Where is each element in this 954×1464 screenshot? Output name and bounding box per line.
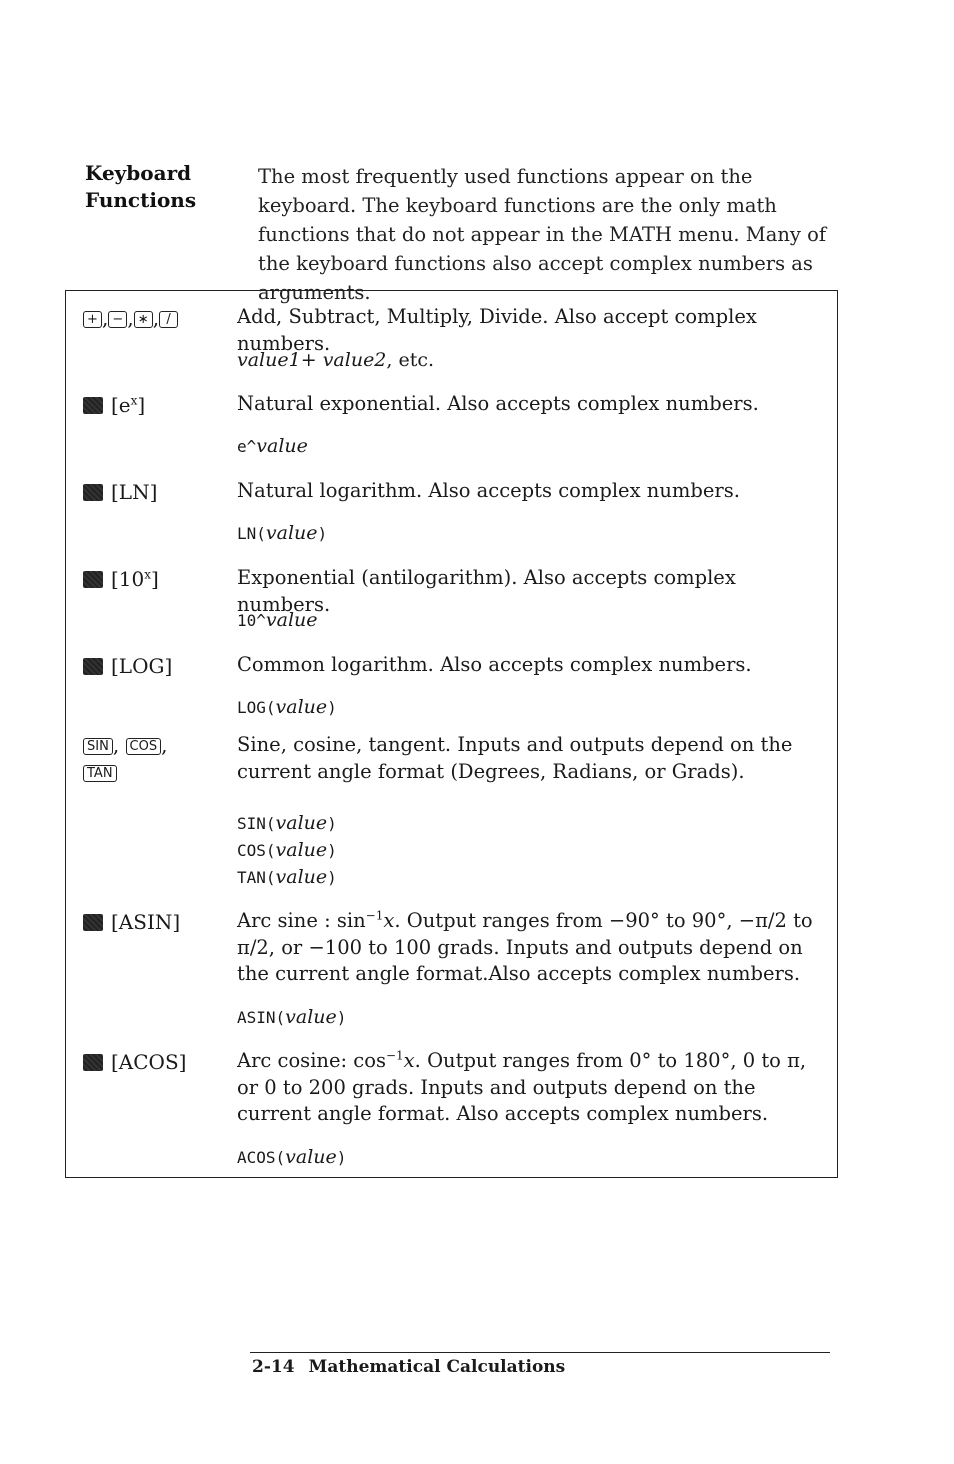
- trig-keys-line-2: [83, 759, 167, 786]
- syntax-arg: value: [275, 812, 328, 834]
- multiply-key: ∗: [134, 311, 153, 328]
- page-footer: [252, 1356, 565, 1378]
- syntax-arg: value: [285, 1006, 337, 1028]
- shift-key-icon: [83, 1054, 103, 1071]
- trig-syntax: [237, 810, 832, 891]
- ln-key: [83, 478, 157, 506]
- desc-text: . Output ranges from 0° to 180°, 0 to π, or 0 to 200 grads. Inputs and outputs depend on the current angle format. Also accepts complex numbers.: [237, 1049, 807, 1125]
- sin-key: SIN: [83, 738, 113, 755]
- key-text: [e: [111, 393, 131, 417]
- exp-desc: Natural exponential. Also accepts complex numbers.: [237, 392, 759, 415]
- syntax-line: [237, 864, 832, 891]
- divide-key: /: [159, 311, 178, 328]
- desc-var: x: [403, 1049, 415, 1072]
- asin-syntax: [237, 1004, 832, 1031]
- syntax-fn: LOG(: [237, 698, 276, 717]
- asin-desc: [237, 908, 832, 988]
- syntax-fn: SIN(: [237, 814, 276, 833]
- ln-syntax: [237, 520, 832, 547]
- syntax-tail: , etc.: [386, 349, 435, 371]
- exp-key: [83, 391, 145, 419]
- arith-desc: Add, Subtract, Multiply, Divide. Also accept complex numbers.: [237, 305, 757, 355]
- alog-key: [83, 565, 159, 593]
- key-text: ]: [137, 393, 146, 417]
- cos-key: COS: [126, 738, 162, 755]
- syntax-fn: COS(: [237, 841, 276, 860]
- trig-keys: [83, 732, 167, 786]
- syntax-arg: value: [285, 1146, 337, 1168]
- key-text: [LOG]: [111, 654, 173, 678]
- heading-line-2: Functions: [85, 188, 197, 212]
- sep: ,: [152, 306, 160, 330]
- arith-keys: [83, 304, 178, 332]
- intro-paragraph: The most frequently used functions appear on the keyboard. The keyboard functions are the only math functions that do not appear in the MATH menu. Many of the keyboard functions also accept complex numbers as arguments.: [258, 165, 827, 304]
- log-desc: Common logarithm. Also accepts complex numbers.: [237, 653, 752, 676]
- acos-syntax: [237, 1144, 832, 1171]
- syntax-op: +: [300, 349, 317, 371]
- ln-desc: Natural logarithm. Also accepts complex numbers.: [237, 479, 740, 502]
- shift-key-icon: [83, 914, 103, 931]
- desc-var: x: [383, 909, 395, 932]
- syntax-arg: value: [275, 866, 328, 888]
- minus-key: −: [108, 311, 127, 328]
- plus-key: +: [83, 311, 102, 328]
- syntax-fn: ACOS(: [237, 1148, 286, 1167]
- syntax-arg: value2: [322, 349, 387, 371]
- desc-sup: −1: [385, 1048, 404, 1063]
- chapter-title: Mathematical Calculations: [308, 1357, 566, 1377]
- sep: ,: [161, 733, 168, 757]
- syntax-arg: value: [275, 696, 328, 718]
- syntax-fn: ASIN(: [237, 1008, 286, 1027]
- acos-key: [83, 1048, 186, 1076]
- footer-rule: [250, 1352, 830, 1353]
- syntax-end: ): [317, 524, 328, 543]
- syntax-fn: 10^: [237, 611, 266, 630]
- log-syntax: [237, 694, 832, 721]
- acos-desc: [237, 1048, 832, 1128]
- key-text: [LN]: [111, 480, 158, 504]
- key-sup: x: [130, 393, 138, 408]
- log-key: [83, 652, 172, 680]
- trig-desc: Sine, cosine, tangent. Inputs and outputs depend on the current angle format (Degrees, Radians, or Grads).: [237, 733, 793, 783]
- syntax-arg: value: [275, 839, 328, 861]
- shift-key-icon: [83, 571, 103, 588]
- syntax-arg: value1: [237, 349, 301, 371]
- syntax-arg: value: [256, 435, 308, 457]
- desc-text: Arc sine : sin: [237, 909, 366, 932]
- tan-key: TAN: [83, 765, 117, 782]
- syntax-line: [237, 810, 832, 837]
- function-table: [65, 290, 838, 1178]
- key-sup: x: [144, 567, 152, 582]
- syntax-fn: e^: [237, 437, 257, 456]
- trig-keys-line-1: [83, 732, 167, 759]
- syntax-arg: value: [265, 522, 318, 544]
- syntax-arg: value: [265, 609, 318, 631]
- syntax-end: ): [327, 841, 337, 860]
- alog-syntax: [237, 607, 832, 634]
- asin-key: [83, 908, 180, 936]
- key-text: ]: [151, 567, 159, 591]
- syntax-end: ): [336, 1148, 347, 1167]
- syntax-end: ): [336, 1008, 347, 1027]
- shift-key-icon: [83, 658, 103, 675]
- heading-line-1: Keyboard: [85, 161, 192, 185]
- sep: ,: [127, 306, 134, 330]
- syntax-end: ): [327, 814, 337, 833]
- syntax-end: ): [327, 698, 337, 717]
- exp-syntax: [237, 433, 832, 460]
- syntax-fn: LN(: [237, 524, 266, 543]
- section-heading: [85, 160, 196, 214]
- desc-text: . Output ranges from −90° to 90°, −π/2 to π/2, or −100 to 100 grads. Inputs and outputs depend on the current angle format.Also accepts complex numbers.: [237, 909, 813, 985]
- desc-text: Arc cosine: cos: [237, 1049, 386, 1072]
- key-text: [ACOS]: [111, 1050, 187, 1074]
- key-text: [10: [111, 567, 145, 591]
- arith-syntax: [237, 347, 832, 373]
- key-text: [ASIN]: [111, 910, 181, 934]
- desc-sup: −1: [365, 908, 384, 923]
- page-number: 2-14: [252, 1357, 295, 1377]
- sep: ,: [112, 733, 120, 757]
- syntax-line: [237, 837, 832, 864]
- alog-desc: Exponential (antilogarithm). Also accepts complex numbers.: [237, 566, 736, 616]
- shift-key-icon: [83, 484, 103, 501]
- syntax-fn: TAN(: [237, 868, 276, 887]
- syntax-end: ): [327, 868, 337, 887]
- shift-key-icon: [83, 397, 103, 414]
- sep: ,: [102, 306, 109, 330]
